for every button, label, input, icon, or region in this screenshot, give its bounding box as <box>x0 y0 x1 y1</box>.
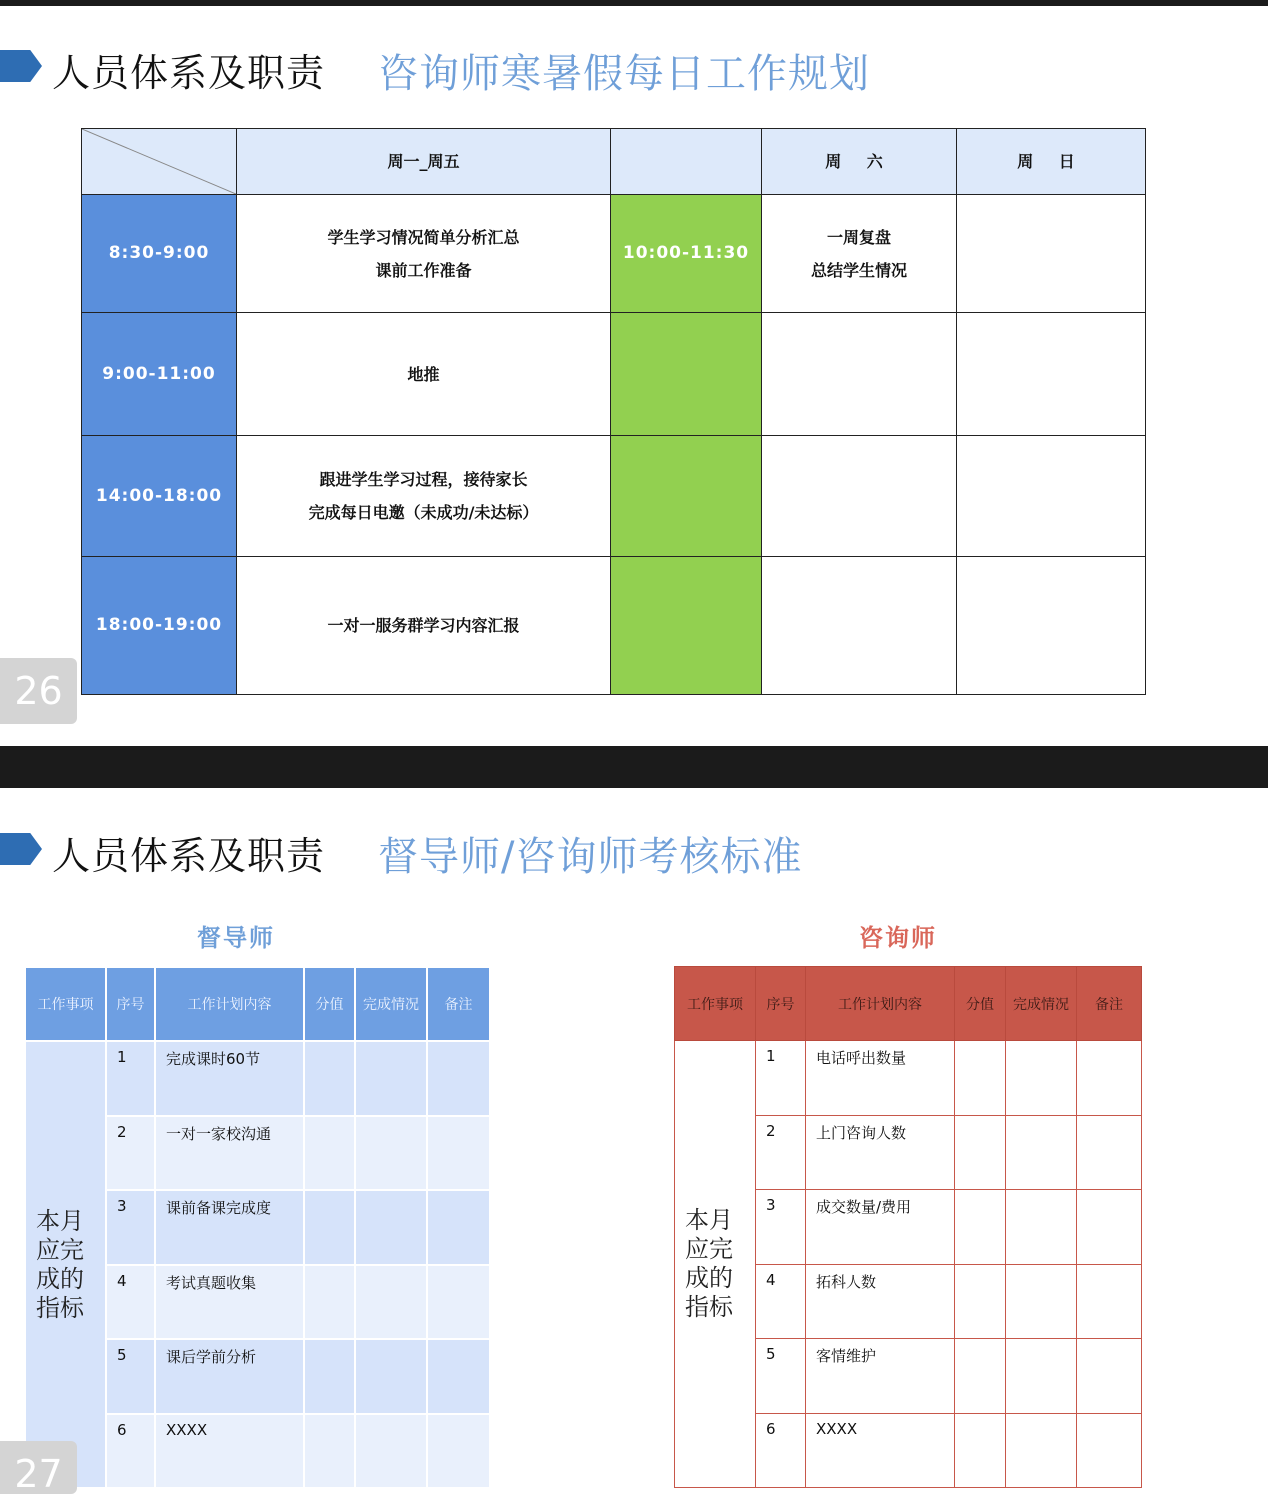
status-cell <box>1006 1413 1077 1488</box>
weekday-task-cell <box>237 195 611 313</box>
slide1-header <box>0 32 1268 102</box>
row-number: 2 <box>106 1116 155 1191</box>
score-cell <box>304 1339 355 1414</box>
time-cell: 8:30-9:00 <box>82 195 237 313</box>
col-header: 完成情况 <box>355 967 427 1041</box>
task-line: 一对一服务群学习内容汇报 <box>327 616 520 635</box>
col-header: 分值 <box>955 967 1006 1041</box>
consultant-table <box>674 966 1142 1488</box>
task-line: 完成每日电邀（未成功/未达标） <box>308 503 539 522</box>
row-content: XXXX <box>155 1414 304 1489</box>
sunday-task-cell <box>957 557 1146 695</box>
sunday-task-cell <box>957 195 1146 313</box>
row-content: 上门咨询人数 <box>806 1115 955 1190</box>
row-number: 6 <box>756 1413 806 1488</box>
middle-time-cell: 10:00-11:30 <box>611 195 762 313</box>
task-line: 跟进学生学习过程，接待家长 <box>319 470 528 489</box>
category-cell <box>25 1041 106 1488</box>
row-number: 5 <box>756 1339 806 1414</box>
slide-title: 咨询师寒暑假每日工作规划 <box>378 51 870 97</box>
row-content: 完成课时60节 <box>155 1041 304 1116</box>
status-cell <box>355 1116 427 1191</box>
schedule-header-row <box>82 129 1146 195</box>
middle-time-cell <box>611 436 762 557</box>
schedule-row <box>82 436 1146 557</box>
status-cell <box>355 1265 427 1340</box>
col-header: 备注 <box>1077 967 1142 1041</box>
row-content: 成交数量/费用 <box>806 1190 955 1265</box>
task-line: 地推 <box>407 364 440 384</box>
status-cell <box>355 1414 427 1489</box>
middle-time-cell <box>611 313 762 436</box>
status-cell <box>1006 1339 1077 1414</box>
schedule-row <box>82 313 1146 436</box>
diagonal-line <box>82 129 236 194</box>
status-cell <box>1006 1115 1077 1190</box>
col-header: 序号 <box>756 967 806 1041</box>
category-line: 指标 <box>36 1293 84 1322</box>
task-line: 总结学生情况 <box>810 260 907 280</box>
note-cell <box>1077 1339 1142 1414</box>
diagonal-corner-cell <box>82 129 237 195</box>
note-cell <box>427 1041 490 1116</box>
schedule-row <box>82 557 1146 695</box>
score-cell <box>955 1041 1006 1116</box>
score-cell <box>955 1115 1006 1190</box>
score-cell <box>955 1413 1006 1488</box>
slide-title: 督导师/咨询师考核标准 <box>378 834 803 880</box>
middle-time-cell <box>611 557 762 695</box>
status-cell <box>355 1339 427 1414</box>
note-cell <box>1077 1264 1142 1339</box>
score-cell <box>955 1264 1006 1339</box>
col-header: 工作计划内容 <box>806 967 955 1041</box>
col-header: 工作计划内容 <box>155 967 304 1041</box>
table-row <box>675 1041 1142 1116</box>
row-content: 一对一家校沟通 <box>155 1116 304 1191</box>
category-line: 成的 <box>36 1264 84 1293</box>
weekday-task-cell <box>237 557 611 695</box>
consultant-title: 咨询师 <box>859 924 937 952</box>
col-header: 序号 <box>106 967 155 1041</box>
sunday-task-cell <box>957 436 1146 557</box>
time-cell: 18:00-19:00 <box>82 557 237 695</box>
status-cell <box>355 1041 427 1116</box>
row-number: 2 <box>756 1115 806 1190</box>
slide-separator-bar <box>0 746 1268 788</box>
score-cell <box>304 1414 355 1489</box>
note-cell <box>427 1339 490 1414</box>
slide2-header <box>0 815 1268 885</box>
saturday-task-cell <box>762 195 957 313</box>
col-header: 完成情况 <box>1006 967 1077 1041</box>
row-content: 客情维护 <box>806 1339 955 1414</box>
schedule-row <box>82 195 1146 313</box>
header-sunday: 周 日 <box>957 129 1146 195</box>
score-cell <box>955 1339 1006 1414</box>
category-line: 应完 <box>36 1235 84 1264</box>
row-content: 电话呼出数量 <box>806 1041 955 1116</box>
score-cell <box>304 1116 355 1191</box>
daily-schedule-table <box>81 128 1146 695</box>
col-header: 工作事项 <box>25 967 106 1041</box>
note-cell <box>427 1190 490 1265</box>
section-arrow-icon <box>0 833 42 865</box>
sunday-task-cell <box>957 313 1146 436</box>
page-number-badge: 26 <box>0 658 77 724</box>
saturday-task-cell <box>762 557 957 695</box>
time-cell: 9:00-11:00 <box>82 313 237 436</box>
row-number: 4 <box>106 1265 155 1340</box>
score-cell <box>304 1041 355 1116</box>
supervisor-header-row <box>25 967 490 1041</box>
supervisor-title: 督导师 <box>197 924 275 952</box>
row-content: 课前备课完成度 <box>155 1190 304 1265</box>
score-cell <box>304 1265 355 1340</box>
category-line: 指标 <box>685 1293 733 1321</box>
category-line: 成的 <box>685 1264 733 1292</box>
row-number: 6 <box>106 1414 155 1489</box>
supervisor-table <box>24 966 491 1489</box>
col-header: 备注 <box>427 967 490 1041</box>
col-header: 分值 <box>304 967 355 1041</box>
top-dark-bar <box>0 0 1268 6</box>
time-cell: 14:00-18:00 <box>82 436 237 557</box>
status-cell <box>1006 1190 1077 1265</box>
weekday-task-cell <box>237 313 611 436</box>
note-cell <box>1077 1041 1142 1116</box>
saturday-task-cell <box>762 436 957 557</box>
score-cell <box>304 1190 355 1265</box>
saturday-task-cell <box>762 313 957 436</box>
row-content: XXXX <box>806 1413 955 1488</box>
row-content: 课后学前分析 <box>155 1339 304 1414</box>
note-cell <box>427 1116 490 1191</box>
status-cell <box>355 1190 427 1265</box>
row-number: 1 <box>756 1041 806 1116</box>
note-cell <box>1077 1413 1142 1488</box>
row-number: 3 <box>106 1190 155 1265</box>
header-middle <box>611 129 762 195</box>
category-line: 应完 <box>685 1235 733 1263</box>
status-cell <box>1006 1041 1077 1116</box>
col-header: 工作事项 <box>675 967 756 1041</box>
status-cell <box>1006 1264 1077 1339</box>
category-cell <box>675 1041 756 1488</box>
section-label: 人员体系及职责 <box>52 834 326 878</box>
note-cell <box>427 1414 490 1489</box>
row-number: 4 <box>756 1264 806 1339</box>
task-line: 课前工作准备 <box>375 260 472 280</box>
category-line: 本月 <box>36 1206 84 1235</box>
note-cell <box>1077 1190 1142 1265</box>
row-number: 3 <box>756 1190 806 1265</box>
row-content: 考试真题收集 <box>155 1265 304 1340</box>
section-arrow-icon <box>0 50 42 82</box>
header-saturday: 周 六 <box>762 129 957 195</box>
note-cell <box>427 1265 490 1340</box>
row-number: 5 <box>106 1339 155 1414</box>
table-row <box>25 1041 490 1116</box>
weekday-task-cell <box>237 436 611 557</box>
task-line: 学生学习情况简单分析汇总 <box>327 227 520 247</box>
row-content: 拓科人数 <box>806 1264 955 1339</box>
category-line: 本月 <box>685 1206 733 1234</box>
section-label: 人员体系及职责 <box>52 51 326 95</box>
consultant-header-row <box>675 967 1142 1041</box>
note-cell <box>1077 1115 1142 1190</box>
task-line: 一周复盘 <box>826 227 891 247</box>
score-cell <box>955 1190 1006 1265</box>
row-number: 1 <box>106 1041 155 1116</box>
header-weekday: 周一_周五 <box>237 129 611 195</box>
page-number-badge: 27 <box>0 1441 77 1494</box>
